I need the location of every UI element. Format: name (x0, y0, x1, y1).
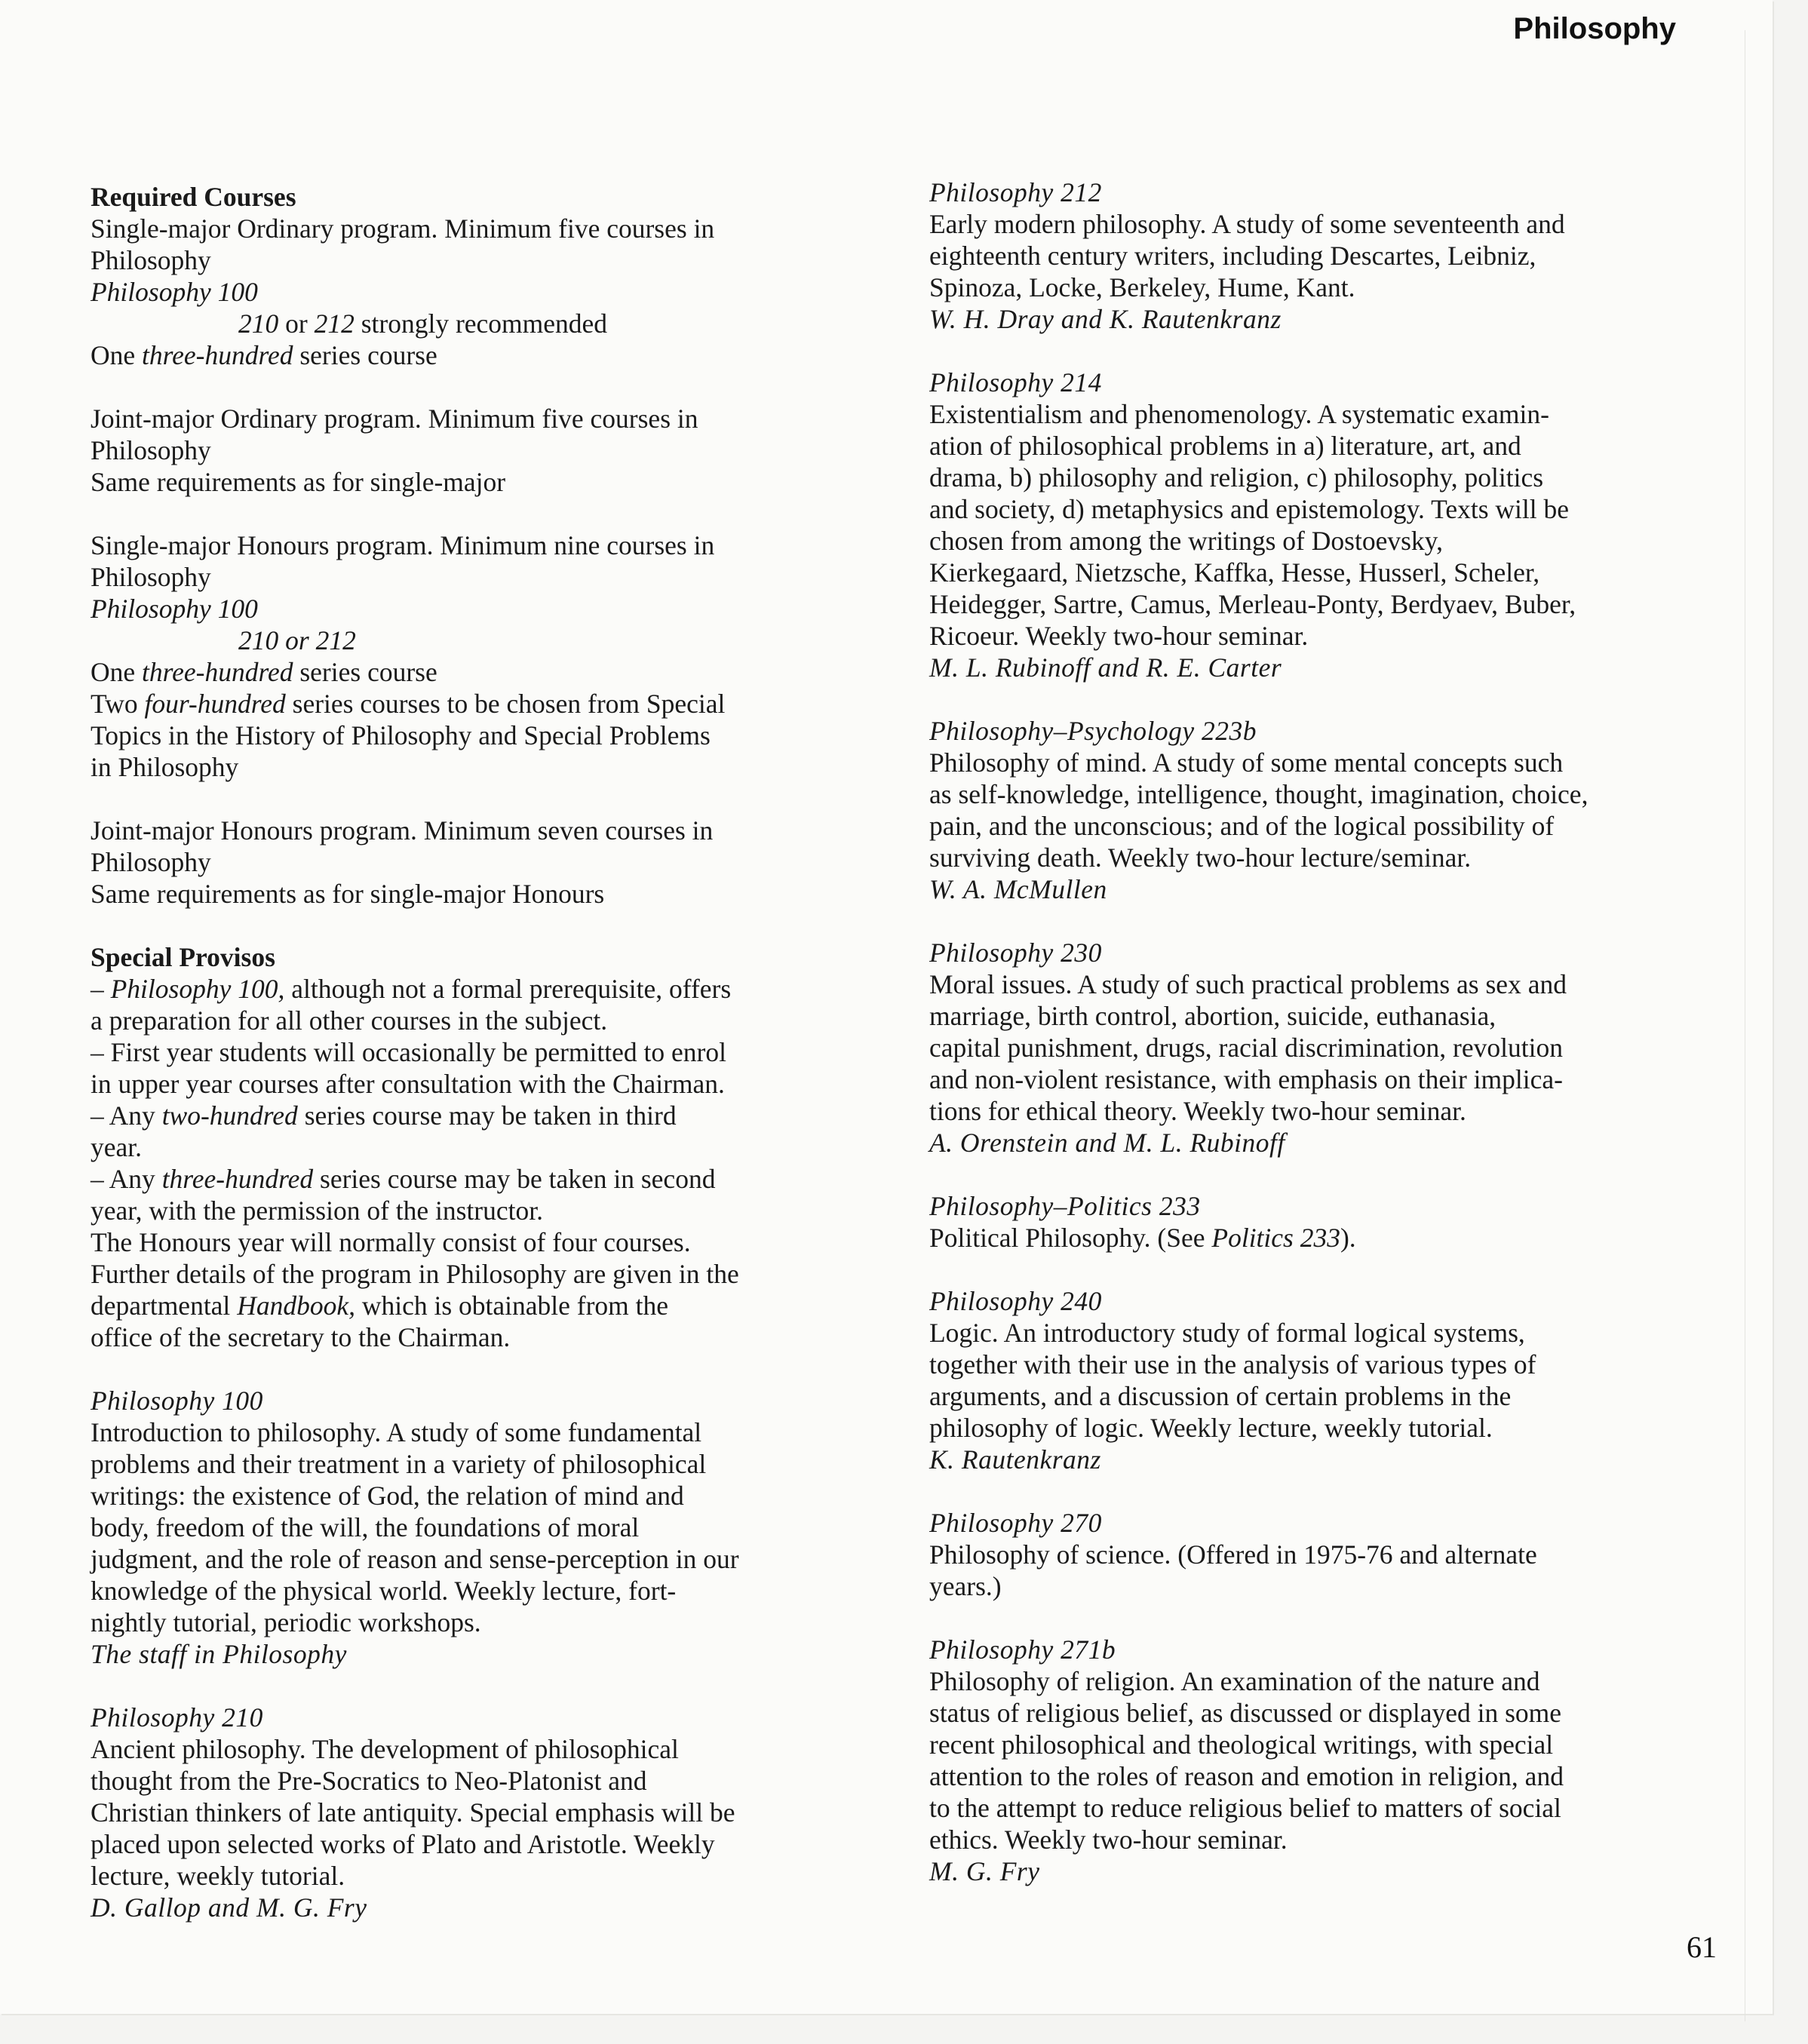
course-number: 210 (238, 308, 279, 339)
text-line (91, 656, 860, 688)
course-title: Philosophy 240 (929, 1286, 1102, 1316)
course-description-line: Philosophy of religion. An examination of the nature and (929, 1666, 1540, 1696)
text-line (91, 688, 860, 720)
left-column (91, 181, 860, 1955)
text-line: Philosophy (91, 562, 211, 592)
course-entry-philosophy-240 (929, 1285, 1706, 1475)
text-line: Further details of the program in Philosophy are given in the (91, 1259, 739, 1289)
course-description-line: together with their use in the analysis of various types of (929, 1349, 1536, 1380)
text-fragment: which is obtainable from the (355, 1291, 669, 1321)
course-description-line: ation of philosophical problems in a) literature, art, and (929, 431, 1521, 461)
course-instructor: The staff in Philosophy (91, 1639, 347, 1669)
course-instructor: W. A. McMullen (929, 874, 1107, 904)
text-line: office of the secretary to the Chairman. (91, 1322, 511, 1352)
required-joint-honours (91, 815, 860, 910)
course-title: Philosophy–Psychology 223b (929, 716, 1257, 746)
text-line: Philosophy (91, 847, 211, 877)
text-line: Philosophy (91, 245, 211, 275)
text-line (91, 973, 860, 1005)
course-reference: Philosophy 100, (110, 974, 285, 1004)
text-line: in Philosophy (91, 752, 239, 782)
text-fragment: Political Philosophy. (See (929, 1223, 1212, 1253)
course-description-line: ethics. Weekly two-hour seminar. (929, 1825, 1288, 1855)
text-fragment: strongly recommended (354, 308, 608, 339)
course-entry-philosophy-271b (929, 1634, 1706, 1887)
page-edge (1745, 30, 1773, 2021)
course-description-line: knowledge of the physical world. Weekly lecture, fort- (91, 1576, 677, 1606)
course-description-line: Christian thinkers of late antiquity. Special emphasis will be (91, 1797, 735, 1828)
course-instructor: K. Rautenkranz (929, 1444, 1101, 1475)
text-fragment: series course (293, 657, 437, 687)
text-line: Topics in the History of Philosophy and Special Problems (91, 720, 711, 750)
text-fragment: series course may be taken in third (297, 1100, 677, 1131)
text-fragment: series course (293, 340, 437, 370)
text-line: The Honours year will normally consist of four courses. (91, 1227, 691, 1257)
course-title: Philosophy 210 (91, 1702, 263, 1732)
text-line (91, 1290, 860, 1321)
course-description-line: placed upon selected works of Plato and Aristotle. Weekly (91, 1829, 715, 1859)
text-fragment: – (91, 974, 111, 1004)
emphasis: three-hundred (142, 657, 293, 687)
course-description-line: Moral issues. A study of such practical problems as sex and (929, 969, 1567, 999)
course-description-line: eighteenth century writers, including Descartes, Leibniz, (929, 241, 1536, 271)
course-entry-philosophy-psychology-223b (929, 715, 1706, 905)
course-description-line: and non-violent resistance, with emphasis on their implica- (929, 1064, 1563, 1094)
emphasis: two-hundred (161, 1100, 298, 1131)
text-line: a preparation for all other courses in the subject. (91, 1005, 608, 1036)
course-description-line: drama, b) philosophy and religion, c) philosophy, politics (929, 462, 1544, 493)
page-number: 61 (1687, 1930, 1717, 1964)
text-line: year. (91, 1132, 143, 1162)
text-fragment: One (91, 340, 143, 370)
course-description-line: marriage, birth control, abortion, suicide, euthanasia, (929, 1001, 1496, 1031)
course-reference: Philosophy 100 (91, 594, 258, 624)
course-description-line: Ricoeur. Weekly two-hour seminar. (929, 621, 1309, 651)
text-line: Single-major Ordinary program. Minimum five courses in (91, 213, 715, 244)
handbook-reference: Handbook, (237, 1291, 355, 1321)
text-line: Same requirements as for single-major Honours (91, 879, 605, 909)
course-entry-philosophy-210 (91, 1702, 860, 1923)
course-description-line: arguments, and a discussion of certain problems in the (929, 1381, 1512, 1411)
text-fragment: or (278, 308, 315, 339)
course-description-line: Early modern philosophy. A study of some seventeenth and (929, 209, 1565, 239)
course-description-line: attention to the roles of reason and emotion in religion, and (929, 1761, 1564, 1791)
course-description-line: recent philosophical and theological writings, with special (929, 1729, 1554, 1760)
right-column (929, 176, 1706, 1919)
course-description-line: Spinoza, Locke, Berkeley, Hume, Kant. (929, 272, 1355, 302)
text-fragment: – Any (91, 1164, 162, 1194)
course-instructor: M. G. Fry (929, 1856, 1040, 1886)
course-description-line (929, 1222, 1706, 1254)
course-description-line: chosen from among the writings of Dostoevsky, (929, 526, 1443, 556)
course-description-line: Ancient philosophy. The development of philosophical (91, 1734, 679, 1764)
required-single-ordinary (91, 181, 860, 371)
course-description-line: nightly tutorial, periodic workshops. (91, 1607, 481, 1637)
course-description-line: tions for ethical theory. Weekly two-hour seminar. (929, 1096, 1466, 1126)
course-title: Philosophy–Politics 233 (929, 1191, 1201, 1221)
course-description-line: thought from the Pre-Socratics to Neo-Platonist and (91, 1766, 647, 1796)
course-description-line: Kierkegaard, Nietzsche, Kaffka, Hesse, Husserl, Scheler, (929, 557, 1540, 588)
course-entry-philosophy-politics-233 (929, 1190, 1706, 1254)
text-fragment: series courses to be chosen from Special (285, 689, 726, 719)
text-fragment: departmental (91, 1291, 238, 1321)
required-courses-heading: Required Courses (91, 182, 296, 212)
course-title: Philosophy 271b (929, 1634, 1116, 1665)
course-description-line: surviving death. Weekly two-hour lecture/seminar. (929, 842, 1472, 873)
course-description-line: body, freedom of the will, the foundations of moral (91, 1512, 640, 1542)
text-fragment: ). (1340, 1223, 1356, 1253)
cross-reference: Politics 233 (1211, 1223, 1340, 1253)
required-single-honours (91, 529, 860, 783)
text-line (91, 308, 860, 339)
course-instructor: A. Orenstein and M. L. Rubinoff (929, 1128, 1285, 1158)
special-provisos (91, 941, 860, 1353)
course-description-line: Heidegger, Sartre, Camus, Merleau-Ponty, Berdyaev, Buber, (929, 589, 1576, 619)
text-line: Same requirements as for single-major (91, 467, 506, 497)
text-fragment: – Any (91, 1100, 162, 1131)
course-entry-philosophy-212 (929, 176, 1706, 335)
course-instructor: D. Gallop and M. G. Fry (91, 1892, 367, 1923)
text-line (91, 1100, 860, 1131)
text-fragment: Two (91, 689, 145, 719)
course-description-line: Introduction to philosophy. A study of some fundamental (91, 1417, 702, 1447)
course-description-line: Philosophy of science. (Offered in 1975-76 and alternate (929, 1539, 1537, 1570)
text-line (91, 1163, 860, 1195)
course-title: Philosophy 212 (929, 177, 1102, 207)
course-description-line: problems and their treatment in a variety of philosophical (91, 1449, 707, 1479)
text-line: Philosophy (91, 435, 211, 465)
course-description-line: capital punishment, drugs, racial discrimination, revolution (929, 1033, 1563, 1063)
text-line: in upper year courses after consultation with the Chairman. (91, 1069, 725, 1099)
text-fragment: One (91, 657, 143, 687)
text-line: year, with the permission of the instructor. (91, 1195, 543, 1226)
emphasis: four-hundred (144, 689, 286, 719)
text-fragment: although not a formal prerequisite, offers (284, 974, 732, 1004)
course-title: Philosophy 100 (91, 1386, 263, 1416)
course-title: Philosophy 270 (929, 1508, 1102, 1538)
course-description-line: Philosophy of mind. A study of some mental concepts such (929, 747, 1564, 778)
text-line: Single-major Honours program. Minimum nine courses in (91, 530, 715, 560)
emphasis: three-hundred (161, 1164, 314, 1194)
course-instructor: W. H. Dray and K. Rautenkranz (929, 304, 1282, 334)
text-line (91, 339, 860, 371)
course-description-line: as self-knowledge, intelligence, thought, imagination, choice, (929, 779, 1589, 809)
course-description-line: philosophy of logic. Weekly lecture, weekly tutorial. (929, 1413, 1493, 1443)
course-title: Philosophy 214 (929, 367, 1102, 397)
course-description-line: Logic. An introductory study of formal logical systems, (929, 1318, 1525, 1348)
emphasis: three-hundred (142, 340, 293, 370)
required-joint-ordinary (91, 403, 860, 498)
course-entry-philosophy-270 (929, 1507, 1706, 1602)
course-number: 212 (314, 308, 355, 339)
course-title: Philosophy 230 (929, 938, 1102, 968)
course-instructor: M. L. Rubinoff and R. E. Carter (929, 652, 1282, 683)
text-line: Joint-major Honours program. Minimum seven courses in (91, 815, 714, 846)
course-description-line: writings: the existence of God, the relation of mind and (91, 1481, 684, 1511)
course-description-line: Existentialism and phenomenology. A systematic examin- (929, 399, 1549, 429)
course-reference: 210 or 212 (238, 625, 356, 655)
course-description-line: years.) (929, 1571, 1002, 1601)
course-description-line: lecture, weekly tutorial. (91, 1861, 345, 1891)
special-provisos-heading: Special Provisos (91, 942, 275, 972)
text-fragment: series course may be taken in second (313, 1164, 716, 1194)
course-reference: Philosophy 100 (91, 277, 258, 307)
course-description-line: and society, d) metaphysics and epistemology. Texts will be (929, 494, 1570, 524)
course-entry-philosophy-230 (929, 937, 1706, 1159)
course-description-line: pain, and the unconscious; and of the logical possibility of (929, 811, 1555, 841)
course-description-line: status of religious belief, as discussed or displayed in some (929, 1698, 1562, 1728)
course-entry-philosophy-100 (91, 1385, 860, 1670)
course-entry-philosophy-214 (929, 367, 1706, 683)
course-description-line: to the attempt to reduce religious belief to matters of social (929, 1793, 1561, 1823)
course-description-line: judgment, and the role of reason and sense-perception in our (91, 1544, 739, 1574)
text-line: – First year students will occasionally be permitted to enrol (91, 1037, 726, 1067)
page-header-title: Philosophy (1513, 12, 1676, 45)
text-line: Joint-major Ordinary program. Minimum five courses in (91, 404, 698, 434)
